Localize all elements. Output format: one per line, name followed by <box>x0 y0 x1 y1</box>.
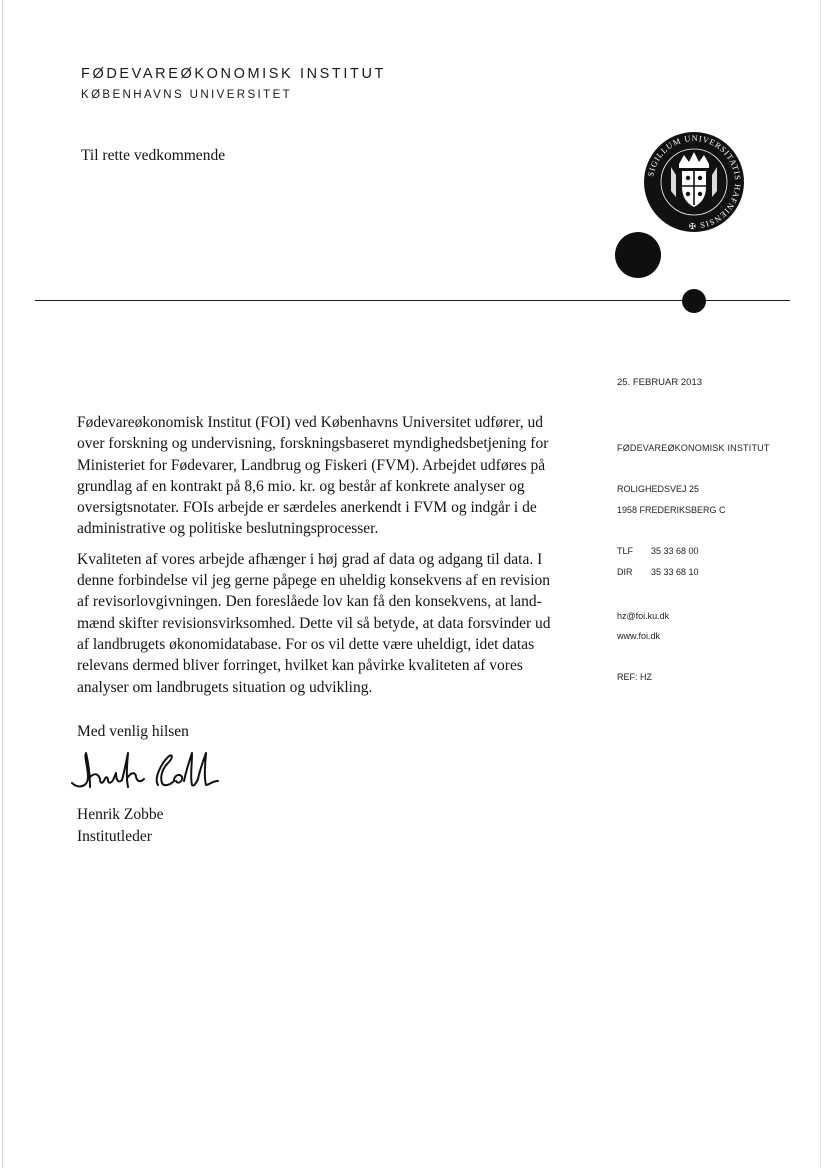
svg-text:SIGILLUM UNIVERSITATIS HAFNIEN: SIGILLUM UNIVERSITATIS HAFNIENSIS ✠ <box>646 133 743 231</box>
sidebar-city: 1958 FREDERIKSBERG C <box>617 505 726 515</box>
header-rule <box>35 300 790 301</box>
decorative-dot-small <box>682 289 706 313</box>
letterhead-institute: FØDEVAREØKONOMISK INSTITUT <box>81 66 386 82</box>
scan-edge-right <box>820 0 821 1168</box>
sidebar-direct-phone <box>617 567 699 577</box>
direct-phone-value: 35 33 68 10 <box>651 567 699 577</box>
signer-name: Henrik Zobbe <box>77 806 164 823</box>
sidebar-phone <box>617 546 699 556</box>
letter-body <box>77 412 597 707</box>
salutation: Til rette vedkommende <box>81 147 226 164</box>
decorative-dot-large <box>615 232 661 278</box>
sidebar-institute: FØDEVAREØKONOMISK INSTITUT <box>617 443 770 453</box>
letterhead-university: KØBENHAVNS UNIVERSITET <box>81 89 293 101</box>
sidebar-street: ROLIGHEDSVEJ 25 <box>617 484 700 494</box>
body-paragraph-1: Fødevareøkonomisk Institut (FOI) ved Københavns Universitet udfører, ud over forskning og undervisning, forskningsbaseret myndighedsbetjening for Ministeriet for Fødevarer, Landbrug og Fiskeri (FVM). Arbejdet udføres på grundlag af en kontrakt på 8,6 mio. kr. og består af konkrete analyser og oversigtsnotater. FOIs arbejde er særdeles anerkendt i FVM og indgår i de administrative og politiske beslutningsprocesser. <box>77 414 549 538</box>
university-seal-icon <box>643 131 745 233</box>
phone-value: 35 33 68 00 <box>651 546 699 556</box>
scan-edge-left <box>2 0 3 1168</box>
direct-phone-label: DIR <box>617 567 633 577</box>
phone-label: TLF <box>617 546 634 556</box>
closing: Med venlig hilsen <box>77 723 189 740</box>
handwritten-signature-icon <box>66 747 226 795</box>
sidebar-email: hz@foi.ku.dk <box>617 611 670 621</box>
signer-title: Institutleder <box>77 828 152 845</box>
body-paragraph-2: Kvaliteten af vores arbejde afhænger i høj grad af data og adgang til data. I denne forbindelse vil jeg gerne påpege en uheldig konsekvens af en revision af revisorlovgivningen. Den foreslåede lov kan få den konsekvens, at land- mænd skifter revisionsvirksomhed. Dette vil så betyde, at data forsvinder ud af landbrugets økonomidatabase. For os vil dette være uheldigt, idet datas relevans dermed bliver forringet, hvilket kan påvirke kvaliteten af vores analyser om landbrugets situation og udvikling. <box>77 550 551 696</box>
sidebar-website: www.foi.dk <box>617 631 661 641</box>
letter-date: 25. FEBRUAR 2013 <box>617 377 703 388</box>
sidebar-reference: REF: HZ <box>617 672 652 682</box>
